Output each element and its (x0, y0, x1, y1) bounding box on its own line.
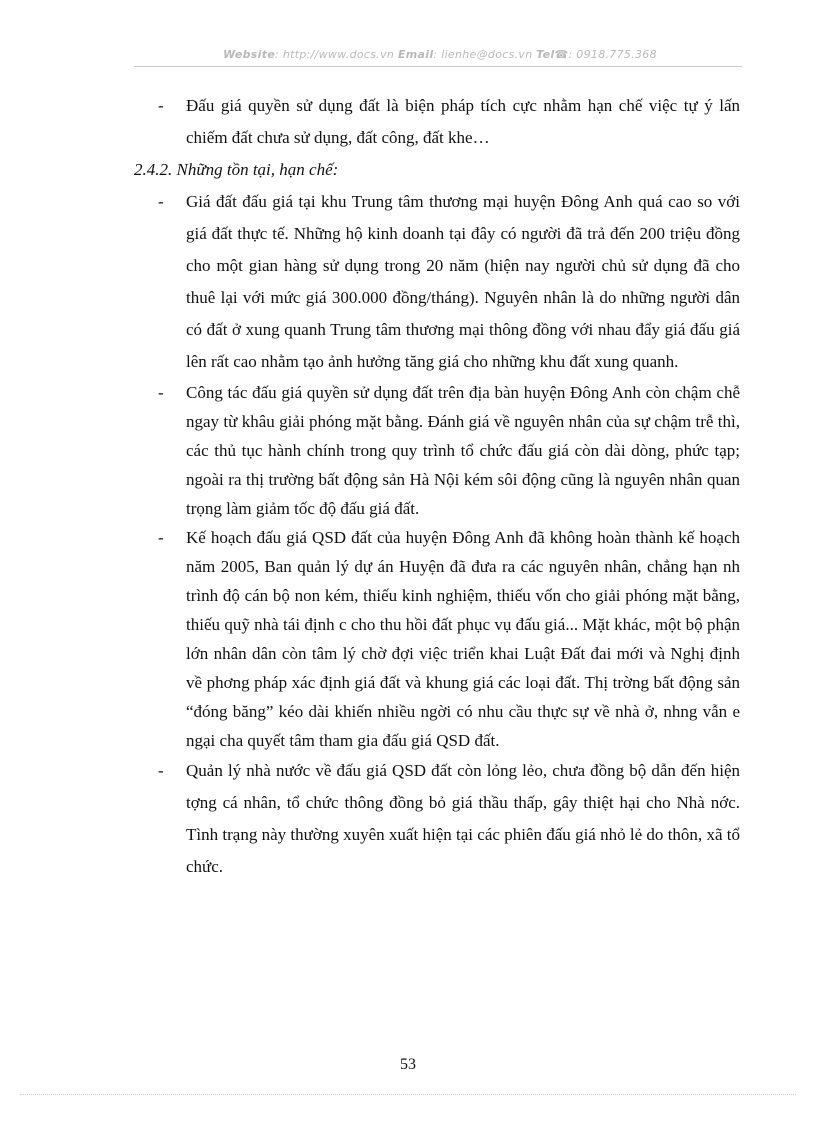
paragraph-text: Kế hoạch đấu giá QSD đất của huyện Đông Anh đã không hoàn thành kế hoạch năm 2005, Ban quản lý dự án Huyện đã đưa ra các nguyên nhân, chẳng hạn nh trình độ cán bộ non kém, thiếu kinh nghiệm, thiếu vốn cho giải phóng mặt bằng, thiếu quỹ nhà tái định c cho thu hồi đất phục vụ đấu giá... Mặt khác, một bộ phận lớn nhân dân còn tâm lý chờ đợi việc triển khai Luật Đất đai mới và Nghị định về phơng pháp xác định giá đất và khung giá các loại đất. Thị trờng bất động sản “đóng băng” kéo dài khiến nhiều ngời có nhu cầu thực sự về nhà ở, nhng vẫn e ngại cha quyết tâm tham gia đấu giá QSD đất. (186, 528, 740, 750)
bullet-dash: - (158, 528, 164, 547)
website-label: Website (223, 48, 276, 61)
email-value: : lienhe@docs.vn (433, 48, 533, 61)
paragraph-text: Quản lý nhà nước về đấu giá QSD đất còn lỏng lẻo, chưa đồng bộ dẫn đến hiện tợng cá nhân, tổ chức thông đồng bỏ giá thầu thấp, gây thiệt hại cho Nhà nớc. Tình trạng này thường xuyên xuất hiện tại các phiên đấu giá nhỏ lẻ do thôn, xã tổ chức. (186, 761, 740, 876)
tel-value: ☎: 0918.775.368 (554, 48, 657, 61)
footer-divider (20, 1094, 796, 1095)
bullet-paragraph-3 (134, 378, 740, 523)
bullet-paragraph-4 (134, 523, 740, 755)
tel-label: Tel (536, 48, 555, 61)
email-label: Email (397, 48, 434, 61)
document-body (134, 90, 740, 883)
bullet-dash: - (158, 383, 164, 402)
website-value: : http://www.docs.vn (275, 48, 395, 61)
bullet-paragraph-2 (134, 186, 740, 378)
page-header (140, 48, 740, 61)
bullet-paragraph-1 (134, 90, 740, 154)
paragraph-text: Giá đất đấu giá tại khu Trung tâm thương mại huyện Đông Anh quá cao so với giá đất thực tế. Những hộ kinh doanh tại đây có người đã trả đến 200 triệu đồng cho một gian hàng sử dụng trong 20 năm (hiện nay người chủ sử dụng đã cho thuê lại với mức giá 300.000 đồng/tháng). Nguyên nhân là do những người dân có đất ở xung quanh Trung tâm thương mại thông đồng với nhau đẩy giá đấu giá lên rất cao nhằm tạo ảnh hưởng tăng giá cho những khu đất xung quanh. (186, 192, 740, 371)
header-divider (134, 66, 742, 67)
bullet-dash: - (158, 761, 164, 780)
paragraph-text: Công tác đấu giá quyền sử dụng đất trên địa bàn huyện Đông Anh còn chậm chễ ngay từ khâu giải phóng mặt bằng. Đánh giá về nguyên nhân của sự chậm trễ thì, các thủ tục hành chính trong quy trình tổ chức đấu giá còn dài dòng, phức tạp; ngoài ra thị trường bất động sản Hà Nội kém sôi động cũng là nguyên nhân quan trọng làm giảm tốc độ đấu giá đất. (186, 383, 740, 518)
page-number: 53 (400, 1056, 416, 1073)
bullet-dash: - (158, 96, 164, 115)
paragraph-text: Đấu giá quyền sử dụng đất là biện pháp tích cực nhằm hạn chế việc tự ý lấn chiếm đất chưa sử dụng, đất công, đất khe… (186, 96, 740, 147)
bullet-dash: - (158, 192, 164, 211)
section-heading: 2.4.2. Những tồn tại, hạn chế: (134, 160, 339, 179)
bullet-paragraph-5 (134, 755, 740, 883)
